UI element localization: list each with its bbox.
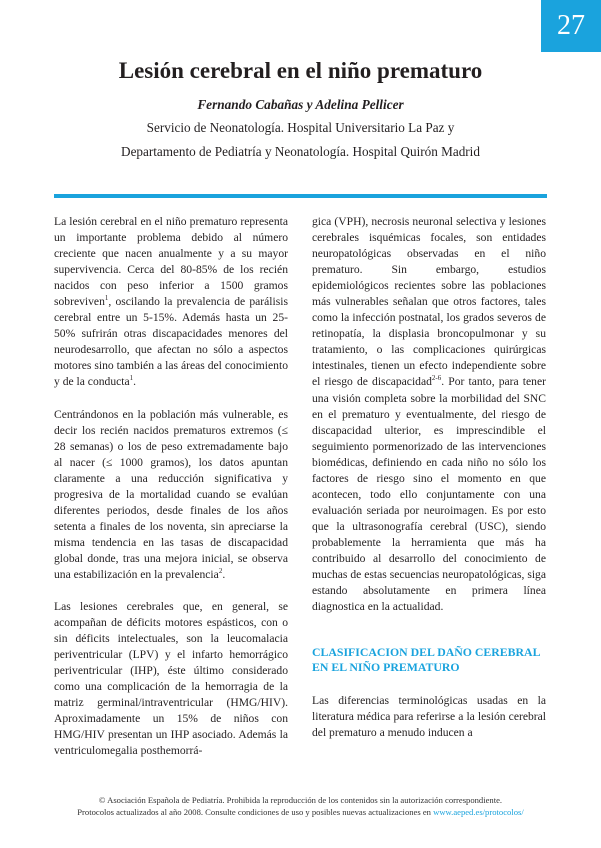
left-column [54, 214, 288, 776]
affiliation-2: Departamento de Pediatría y Neonatología. Hospital Quirón Madrid [121, 144, 480, 159]
lesions-paragraph: Las lesiones cerebrales que, en general, se acompañan de déficits motores espásticos, con o sin déficits intelectuales, son la leucomalacia periventricular (LPV) y el infarto hemorrágico periventricular (IHP), éste último considerado como una complicación de la hemorragia de la matriz germinal/intraventricular (HMG/HIV). Aproximadamente un 15% de niños con HMG/HIV presentan un IHP asociado. Además la ventriculomegalia posthemorrá- [54, 600, 288, 758]
copyright-line: © Asociación Española de Pediatría. Prohibida la reproducción de los contenidos sin la autorización correspondiente. [98, 795, 503, 805]
reference-marker: 1 [129, 374, 134, 383]
right-column [312, 214, 546, 757]
classification-paragraph: Las diferencias terminológicas usadas en la literatura médica para referirse a la lesión cerebral del prematuro a menudo inducen a [312, 694, 546, 740]
population-paragraph [54, 407, 288, 584]
update-text: Protocolos actualizados al año 2008. Consulte condiciones de uso y posibles nuevas actualizaciones en [77, 807, 434, 817]
continuation-paragraph [312, 214, 546, 615]
page-footer [40, 794, 561, 818]
authors: Fernando Cabañas y Adelina Pellicer [197, 97, 404, 112]
intro-text-cont: , oscilando la prevalencia de parálisis cerebral entre un 5-15%. Además hasta un 25-50% sufrirán otras discapacidades menores del neurodesarrollo, que afectan no sólo a aspectos motores sino también a las áreas del conocimiento y de la conducta [54, 295, 288, 389]
update-line [40, 806, 561, 818]
intro-text-end: . [133, 375, 137, 389]
intro-paragraph [54, 214, 288, 391]
intro-text: La lesión cerebral en el niño prematuro representa un importante problema debido al número creciente que nacen anualmente y a su mayor supervivencia. Cerca del 80-85% de los recién nacidos con peso inferior a 1500 gramos sobreviven [54, 215, 288, 309]
section-heading: CLASIFICACION DEL DAÑO CEREBRAL EN EL NIÑO PREMATURO [312, 645, 540, 675]
affiliation-1: Servicio de Neonatología. Hospital Universitario La Paz y [146, 120, 455, 135]
protocols-link[interactable]: www.aeped.es/protocolos/ [433, 807, 524, 817]
population-text-end: . [222, 567, 226, 581]
continuation-text-cont: . Por tanto, para tener una visión completa sobre la morbilidad del SNC en el prematuro y eventualmente, del riesgo de discapacidad ulterior, es imprescindible el seguimiento pormenorizado de las intervenciones biomédicas, definiendo en cada niño no sólo los factores de riesgo sino el momento en que acontecen, todo ello conjuntamente con una evaluación seriada por neuroimagen. Es por esto que la ultrasonografía cerebral (USC), siendo probablemente la herramienta que más ha contribuido al desarrollo del conocimiento de muchas de estas secuencias neuropatológicas, siga estando absolutamente en primera línea diagnostica en la actualidad. [312, 375, 546, 614]
population-text: Centrándonos en la población más vulnerable, es decir los recién nacidos prematuros extremos (≤ 28 semanas) o los de peso extremadamente bajo al nacer (≤ 1000 gramos), los datos apuntan claramente a una reducción significativa y progresiva de la mortalidad cuando se evalúan diferentes periodos, desde finales de los años setenta a finales de los noventa, sin apreciarse la misma tendencia en las tasas de discapacidad global donde, tras una mejora inicial, se observa una estabilización en la prevalencia [54, 407, 288, 581]
article-title: Lesión cerebral en el niño prematuro [118, 58, 483, 83]
continuation-text: gica (VPH), necrosis neuronal selectiva y lesiones cerebrales isquémicas focales, son entidades neuropatológicas observadas en el niño prematuro. Sin embargo, estudios epidemiológicos recientes sobre las poblaciones más vulnerables señalan que otros factores, tales como la infección postnatal, los grados severos de retinopatía, la displasia broncopulmonar y su tratamiento, o las complicaciones quirúrgicas intestinales, tienen un efecto independiente sobre el riesgo de discapacidad [312, 215, 546, 389]
page-number-badge: 27 [541, 0, 601, 52]
reference-marker: 1 [104, 294, 109, 303]
header-divider [54, 194, 547, 198]
reference-marker: 2-6 [431, 374, 442, 383]
reference-marker: 2 [218, 567, 223, 576]
